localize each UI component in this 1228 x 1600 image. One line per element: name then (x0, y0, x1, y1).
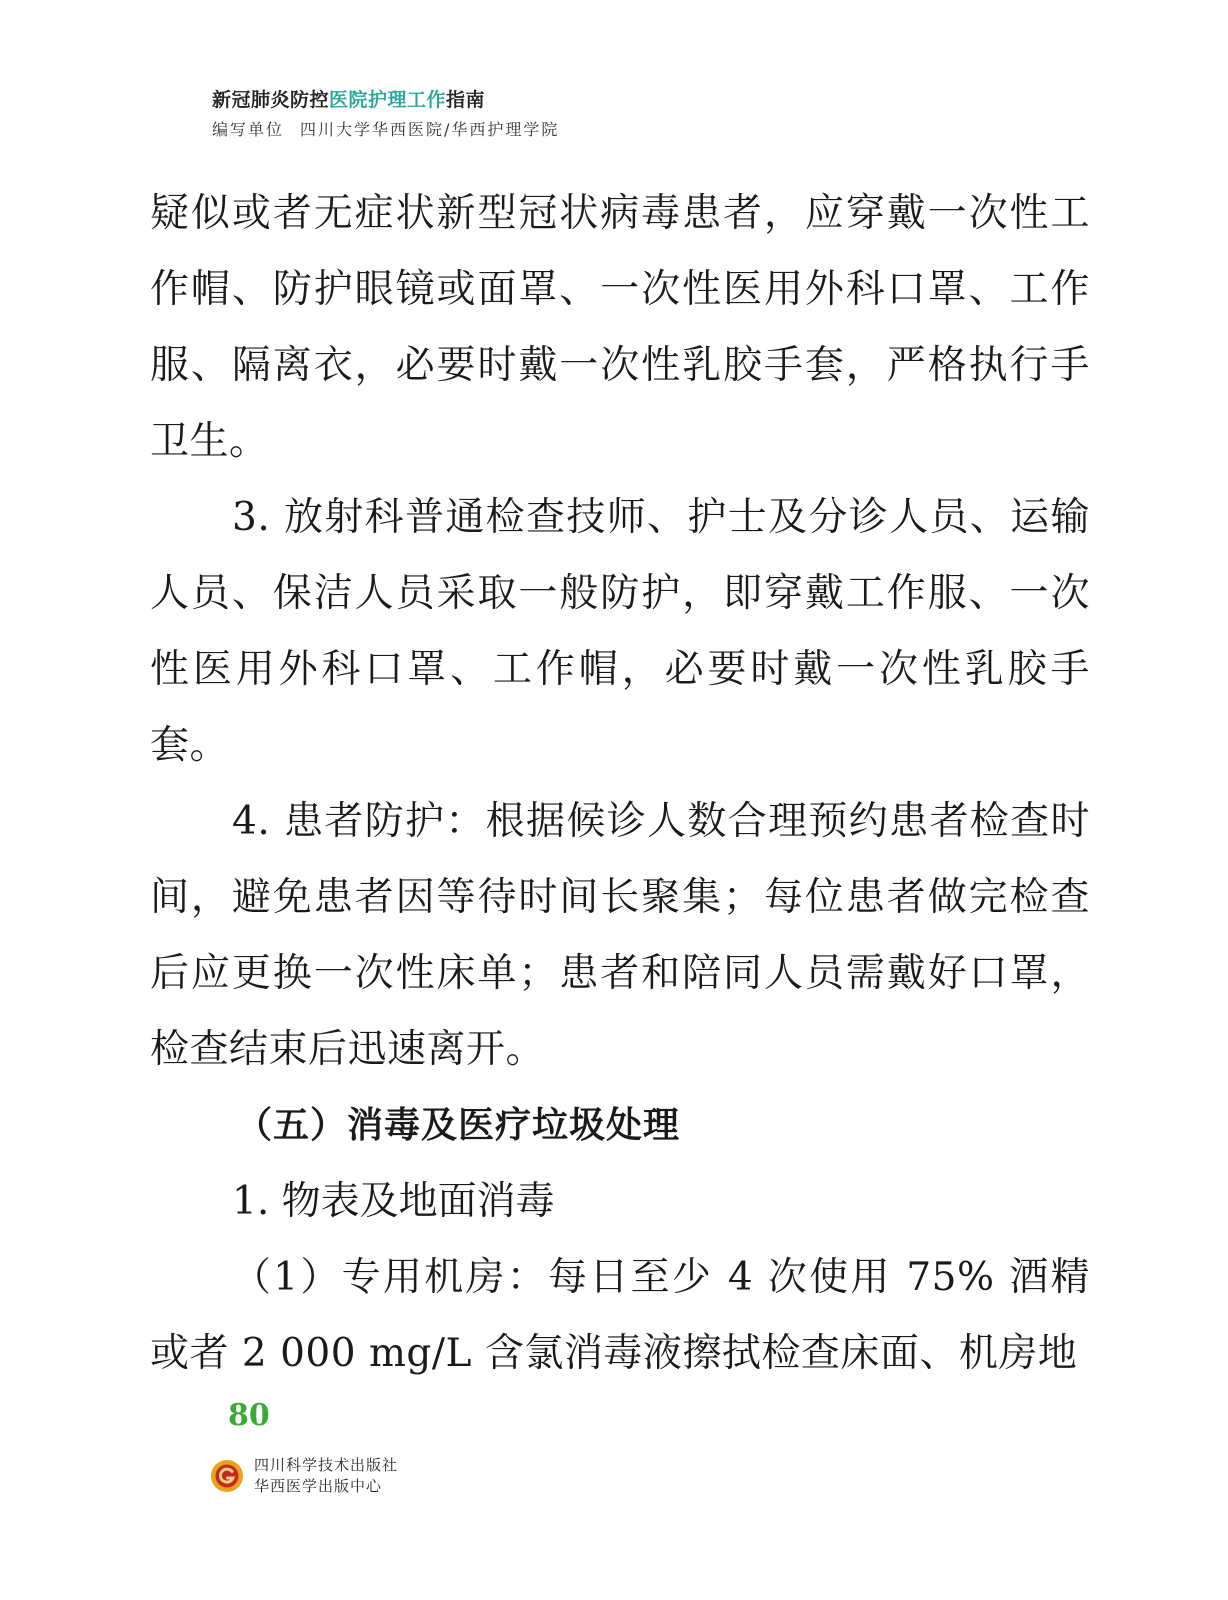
page-body (150, 176, 1090, 1392)
publisher-names (254, 1455, 398, 1497)
section-heading: （五）消毒及医疗垃圾处理 (236, 1105, 681, 1146)
running-header (212, 88, 912, 141)
paragraph-item-3: 3. 放射科普通检查技师、护士及分诊人员、运输人员、保洁人员采取一般防护，即穿戴工作服、一次性医用外科口罩、工作帽，必要时戴一次性乳胶手套。 (150, 495, 1090, 768)
publisher-name-2: 华西医学出版中心 (254, 1477, 383, 1495)
subsection-heading: 1. 物表及地面消毒 (232, 1179, 555, 1224)
publisher-logo-icon (210, 1459, 244, 1493)
paragraph-item-4: 4. 患者防护：根据候诊人数合理预约患者检查时间，避免患者因等待时间长聚集；每位患者做完检查后应更换一次性床单；患者和陪同人员需戴好口罩，检查结束后迅速离开。 (150, 799, 1090, 1072)
book-title-part2: 指南 (446, 89, 486, 111)
book-title-accent: 医院护理工作 (329, 89, 447, 111)
paragraph-item-1-1: （1）专用机房：每日至少 4 次使用 75% 酒精或者 2 000 mg/L 含氯消毒液擦拭检查床面、机房地 (150, 1255, 1090, 1376)
publisher-name-1: 四川科学技术出版社 (254, 1456, 399, 1474)
author-label: 编写单位 (212, 120, 285, 139)
book-title (212, 88, 912, 112)
page-number: 80 (228, 1398, 270, 1433)
author-organization: 四川大学华西医院/华西护理学院 (300, 120, 560, 139)
book-title-part1: 新冠肺炎防控 (212, 89, 330, 111)
author-line (212, 119, 912, 141)
publisher-block (210, 1455, 398, 1497)
paragraph-continued: 疑似或者无症状新型冠状病毒患者，应穿戴一次性工作帽、防护眼镜或面罩、一次性医用外科口罩、工作服、隔离衣，必要时戴一次性乳胶手套，严格执行手卫生。 (150, 191, 1090, 464)
